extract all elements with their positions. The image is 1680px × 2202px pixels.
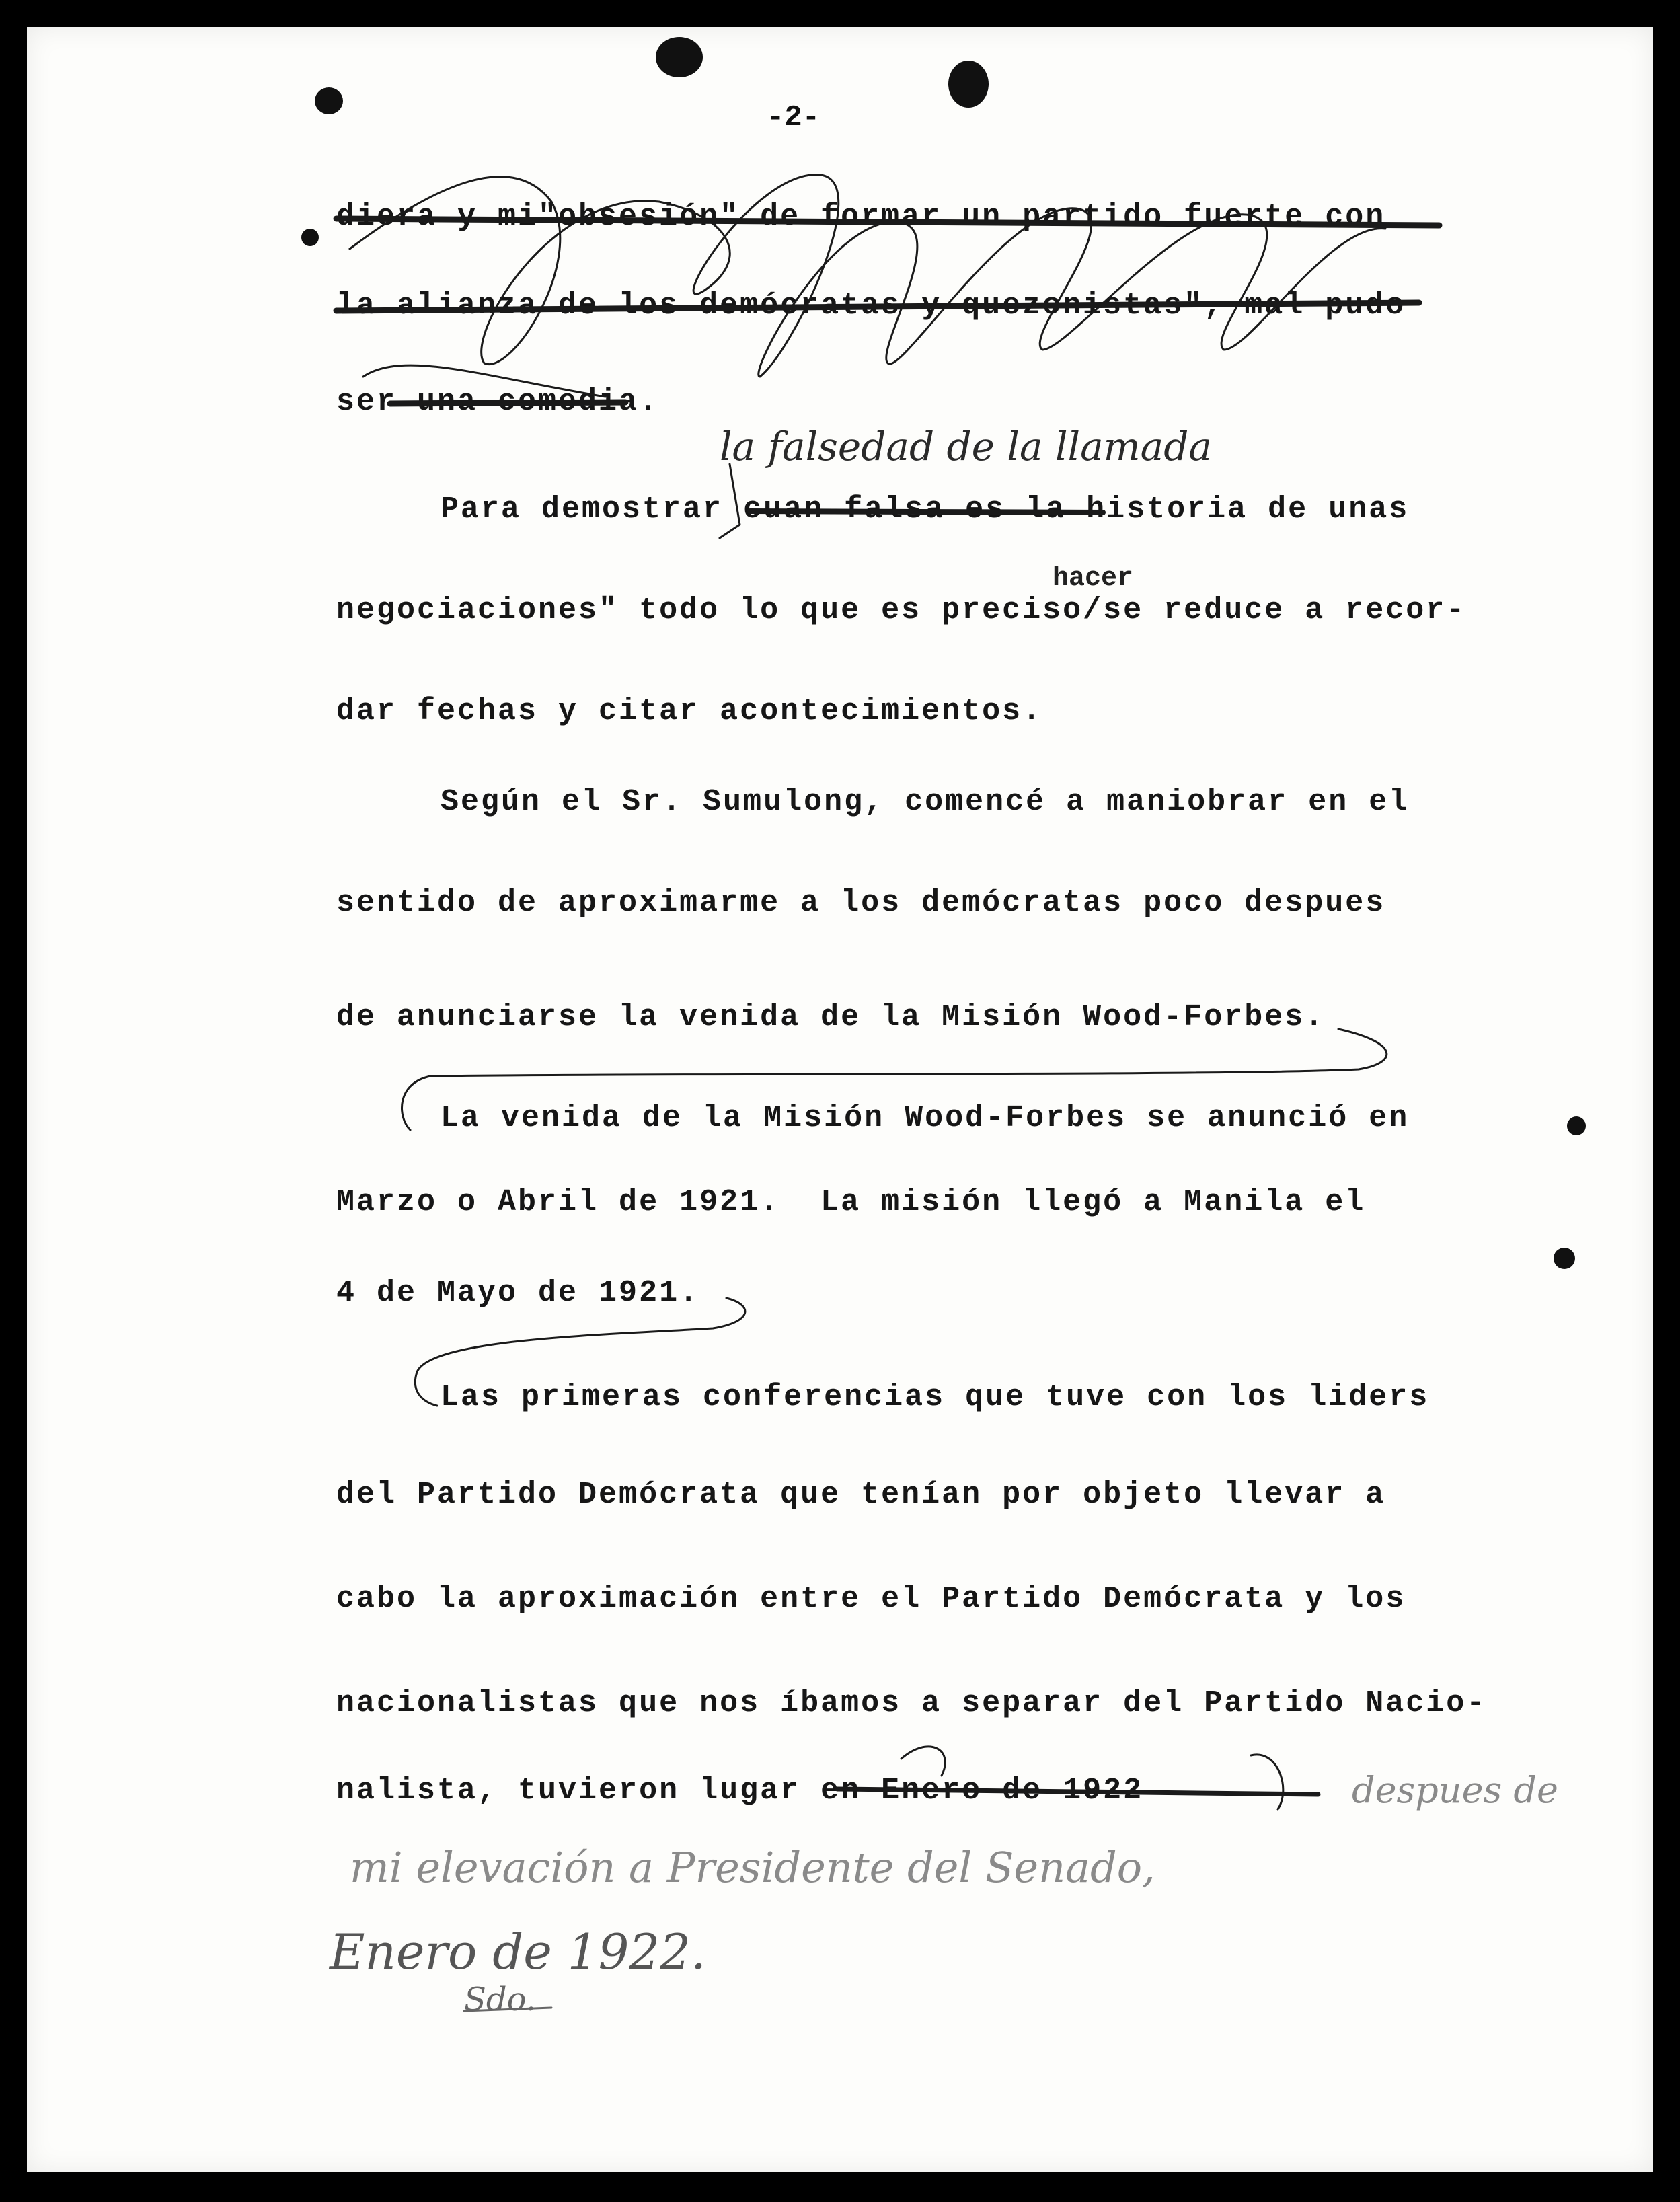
handwritten-note: despues de	[1352, 1769, 1558, 1811]
text-line: Para demostrar cuan falsa es la historia de unas	[441, 492, 1410, 527]
handwritten-note: Enero de 1922.	[330, 1924, 706, 1980]
text-line: Marzo o Abril de 1921. La misión llegó a Manila el	[336, 1185, 1366, 1219]
text-line: de anunciarse la venida de la Misión Wood-Forbes.	[336, 1000, 1326, 1034]
ink-blot	[1554, 1248, 1575, 1269]
text-line: nacionalistas que nos íbamos a separar del Partido Nacio-	[336, 1686, 1487, 1720]
ink-blot	[948, 61, 989, 108]
text-line: La venida de la Misión Wood-Forbes se anunció en	[441, 1101, 1410, 1135]
ink-blot	[1567, 1116, 1586, 1135]
text-line: diera y mi"obsesión" de formar un partido fuerte con	[336, 200, 1386, 234]
text-line: nalista, tuvieron lugar en Enero de 1922	[336, 1774, 1144, 1808]
ink-blot	[656, 37, 703, 77]
text-line: Según el Sr. Sumulong, comencé a maniobrar en el	[441, 785, 1410, 819]
ink-blot	[315, 87, 343, 114]
handwritten-note: mi elevación a Presidente del Senado,	[350, 1843, 1155, 1892]
text-line: cabo la aproximación entre el Partido Demócrata y los	[336, 1582, 1406, 1616]
ink-blot	[301, 229, 319, 246]
text-line: ser una comedia.	[336, 385, 660, 419]
text-line: dar fechas y citar acontecimientos.	[336, 694, 1043, 728]
text-line: sentido de aproximarme a los demócratas poco despues	[336, 886, 1386, 920]
handwritten-insertion: la falsedad de la llamada	[720, 424, 1212, 469]
text-line: del Partido Demócrata que tenían por objeto llevar a	[336, 1478, 1386, 1512]
text-line: negociaciones" todo lo que es preciso/se reduce a recor-	[336, 593, 1467, 628]
typed-insertion: hacer	[1053, 564, 1134, 594]
page-number: -2-	[767, 101, 820, 135]
handwritten-initials: Sdo.	[464, 1981, 536, 2018]
text-line: la alianza de los demócratas y quezonistas", mal pudo	[336, 289, 1406, 323]
text-line: Las primeras conferencias que tuve con los liders	[441, 1380, 1430, 1414]
text-line: 4 de Mayo de 1921.	[336, 1276, 700, 1310]
